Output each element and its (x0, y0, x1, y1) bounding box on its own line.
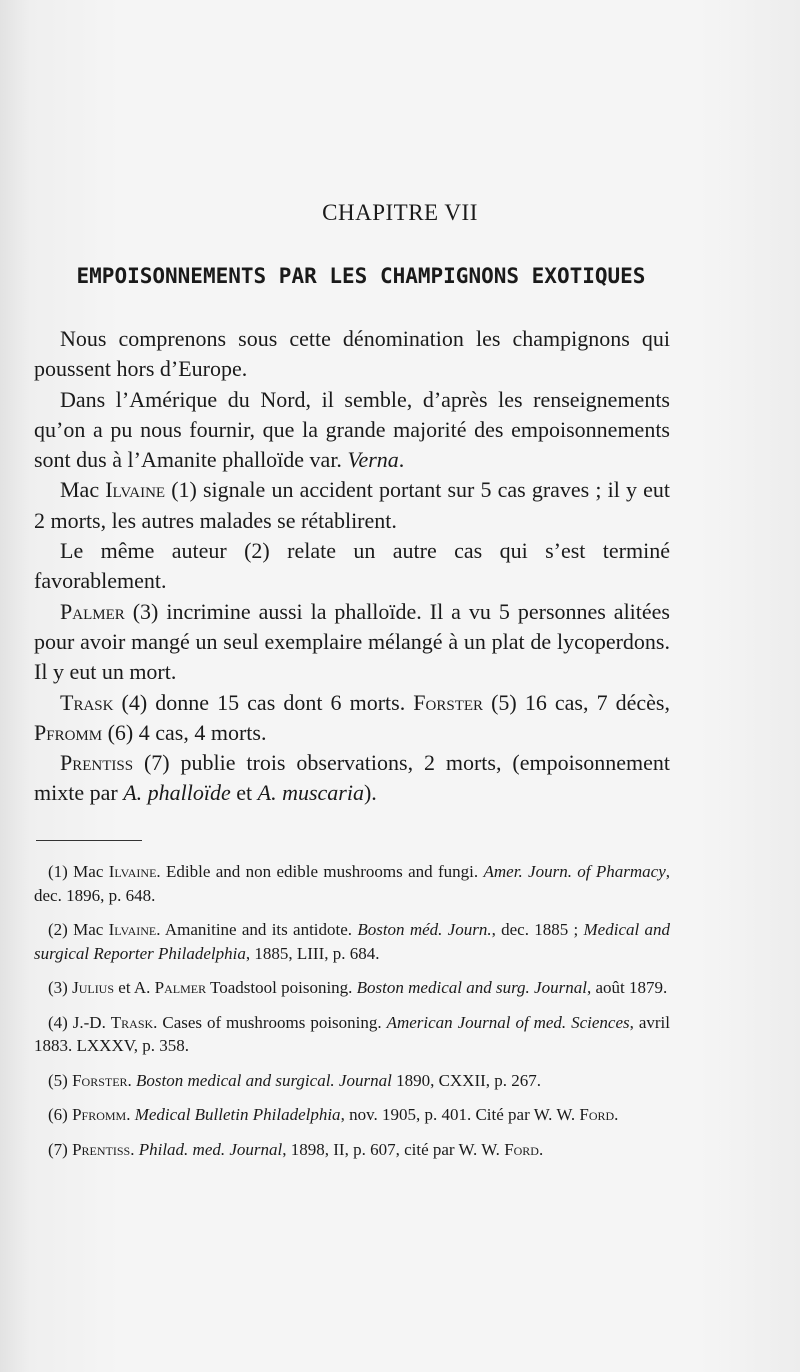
footnotes (34, 860, 670, 1172)
paragraph: Mac Ilvaine (1) signale un accident portant sur 5 cas graves ; il y eut 2 morts, les autres malades se rétablirent. (34, 477, 670, 533)
footnote: (1) Mac Ilvaine. Edible and non edible mushrooms and fungi. Amer. Journ. of Pharmacy, dec. 1896, p. 648. (34, 862, 671, 905)
paragraph: Dans l’Amérique du Nord, il semble, d’après les renseignements qu’on a pu nous fournir, que la grande majorité des empoisonnements sont dus à l’Amanite phalloïde var. Verna. (34, 386, 670, 473)
footnote: (5) Forster. Boston medical and surgical. Journal 1890, CXXII, p. 267. (48, 1070, 542, 1090)
footnote: (6) Pfromm. Medical Bulletin Philadelphia, nov. 1905, p. 401. Cité par W. W. Ford. (48, 1105, 619, 1124)
paragraph: Nous comprenons sous cette dénomination les champignons qui poussent hors d’Europe. (34, 326, 670, 382)
paragraph: Palmer (3) incrimine aussi la phalloïde. Il a vu 5 personnes alitées pour avoir mangé un seul exemplaire mélangé à un plat de lycoperdons. Il y eut un mort. (34, 598, 670, 685)
footnote: (4) J.-D. Trask. Cases of mushrooms poisoning. American Journal of med. Sciences, avril 1883. LXXXV, p. 358. (34, 1012, 670, 1055)
footnote: (3) Julius et A. Palmer Toadstool poisoning. Boston medical and surg. Journal, août 1879. (48, 978, 668, 997)
paragraph: Prentiss (7) publie trois observations, 2 morts, (empoisonnement mixte par A. phalloïde et A. muscaria). (34, 750, 670, 806)
paragraph: Le même auteur (2) relate un autre cas qui s’est terminé favorablement. (34, 538, 670, 594)
chapter-heading: CHAPITRE VII (322, 200, 478, 225)
footnote: (7) Prentiss. Philad. med. Journal, 1898, II, p. 607, cité par W. W. Ford. (48, 1139, 544, 1159)
paragraph: Trask (4) donne 15 cas dont 6 morts. Forster (5) 16 cas, 7 décès, Pfromm (6) 4 cas, 4 morts. (34, 689, 670, 745)
chapter-title: EMPOISONNEMENTS PAR LES CHAMPIGNONS EXOTIQUES (76, 264, 646, 288)
footnote: (2) Mac Ilvaine. Amanitine and its antidote. Boston méd. Journ., dec. 1885 ; Medical and surgical Reporter Philadelphia, 1885, LIII, p. 684. (34, 920, 670, 963)
body-text (34, 324, 670, 809)
footnote-divider (36, 840, 142, 841)
